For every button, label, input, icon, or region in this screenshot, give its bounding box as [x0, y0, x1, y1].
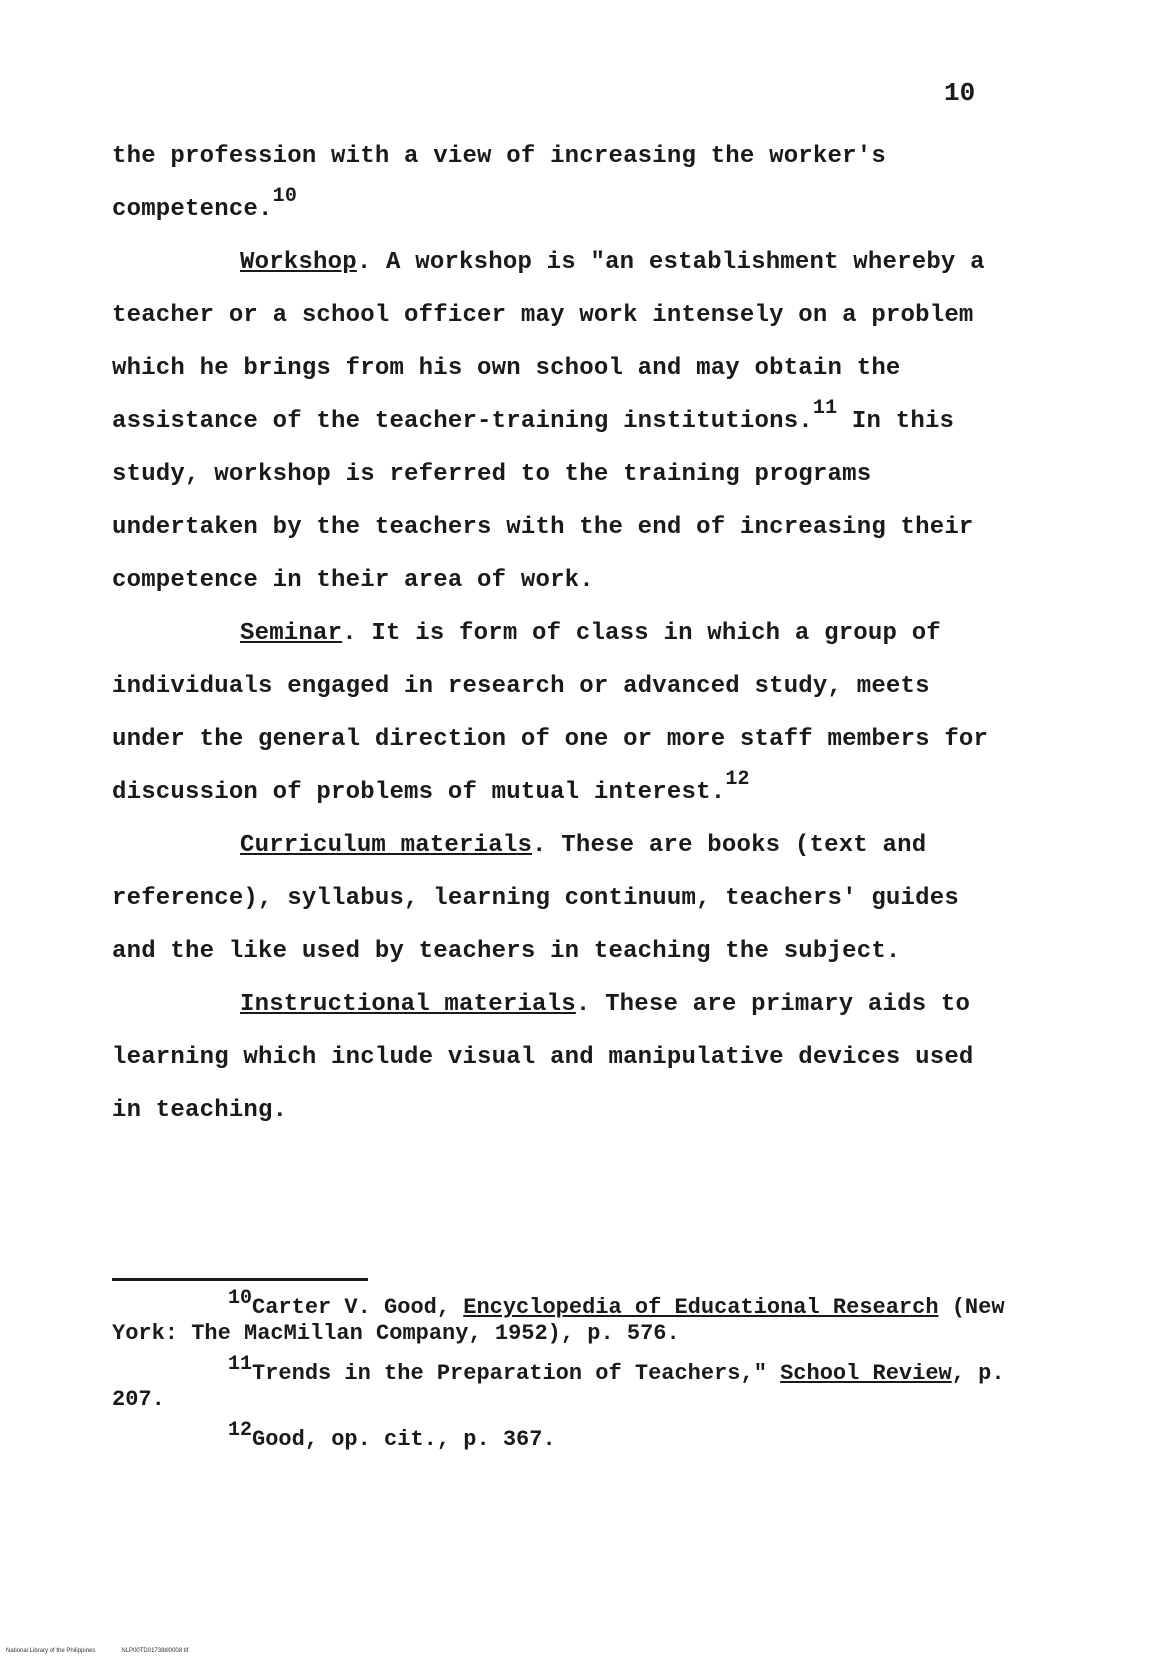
footnote-details: (New York: The MacMillan Company, 1952), p. 576. — [112, 1295, 1005, 1346]
paragraph-seminar — [112, 607, 1012, 819]
term-workshop: Workshop — [240, 249, 357, 276]
footnote-12 — [112, 1419, 1012, 1453]
footnote-separator — [112, 1278, 368, 1281]
instructional-definition: . These are primary aids to learning which include visual and manipulative devices used in teaching. — [112, 991, 974, 1124]
paragraph-continuation — [112, 130, 1012, 236]
footnote-number: 10 — [228, 1287, 253, 1310]
continuation-line: competence. — [112, 196, 273, 223]
footnote-text: Trends in the Preparation of Teachers," — [252, 1361, 781, 1386]
footnote-details: , p. 207. — [112, 1361, 1005, 1412]
seminar-definition: . It is form of class in which a group of individuals engaged in research or advanced study, meets under the general direction of one or more staff members for discussion of problems of mutual interest. — [112, 620, 989, 806]
continuation-line: the profession with a view of increasing the worker's — [112, 143, 886, 170]
footnote-11 — [112, 1353, 1012, 1413]
footnote-ref-11: 11 — [812, 397, 838, 420]
footnotes — [112, 1287, 1012, 1467]
footer-file-id: NLP00TD01738til0008 tif — [121, 1648, 189, 1654]
scan-footer — [6, 1648, 214, 1654]
footnote-ref-10: 10 — [272, 185, 298, 208]
footnote-number: 11 — [228, 1353, 253, 1376]
footnote-number: 12 — [228, 1419, 253, 1442]
footnote-title: Encyclopedia of Educational Research — [463, 1295, 939, 1320]
footnote-author: Carter V. Good, — [252, 1295, 464, 1320]
curriculum-definition: . These are books (text and reference), syllabus, learning continuum, teachers' guides and the like used by teachers in teaching the subject. — [112, 832, 959, 965]
term-instructional-materials: Instructional materials — [240, 991, 576, 1018]
footnote-journal: School Review — [780, 1361, 952, 1386]
term-seminar: Seminar — [240, 620, 343, 647]
workshop-definition-continued: In this study, workshop is referred to the training programs undertaken by the teachers with the end of increasing their competence in their area of work. — [112, 408, 974, 594]
footnote-10 — [112, 1287, 1012, 1347]
paragraph-workshop — [112, 236, 1012, 607]
workshop-definition: . A workshop is "an establishment whereby a teacher or a school officer may work intensely on a problem which he brings from his own school and may obtain the assistance of the teacher-training institutions. — [112, 249, 985, 435]
body-text — [112, 130, 1012, 1137]
paragraph-instructional — [112, 978, 1012, 1137]
paragraph-curriculum — [112, 819, 1012, 978]
footer-library: National Library of the Philippines — [6, 1648, 96, 1654]
footnote-text: Good, op. cit., p. 367. — [252, 1427, 556, 1452]
page-number: 10 — [944, 78, 976, 108]
term-curriculum-materials: Curriculum materials — [240, 832, 533, 859]
footnote-ref-12: 12 — [725, 768, 750, 791]
